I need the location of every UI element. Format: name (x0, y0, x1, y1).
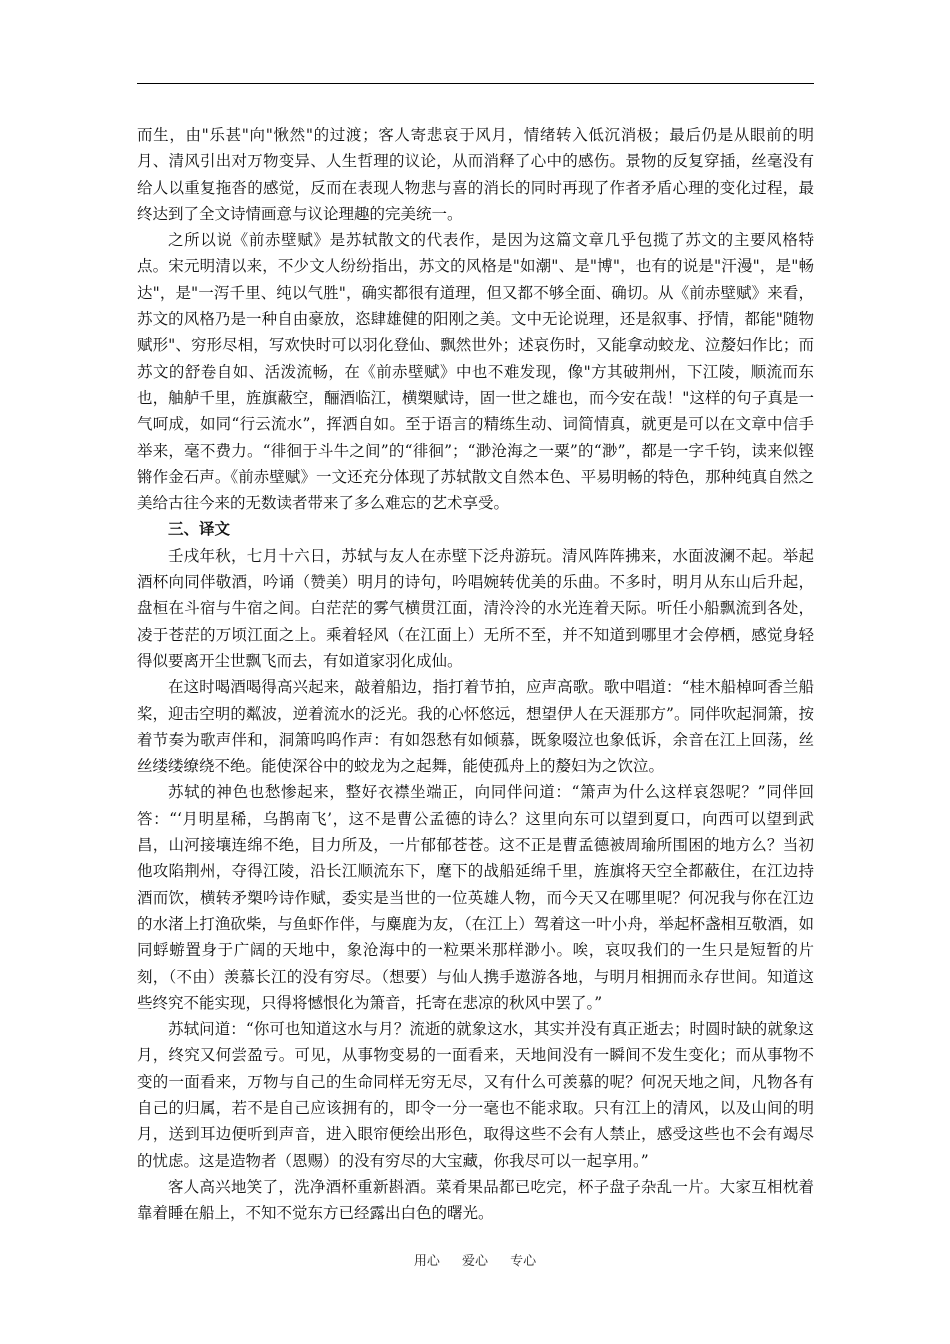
translation-paragraph-4: 苏轼问道：“你可也知道这水与月？流逝的就象这水，其实并没有真正逝去；时圆时缺的就象这月，终究又何尝盈亏。可见，从事物变易的一面看来，天地间没有一瞬间不发生变化；而从事物不变的一面看来，万物与自己的生命同样无穷无尽，又有什么可羡慕的呢？何况天地之间，凡物各有自己的归属，若不是自己应该拥有的，即令一分一毫也不能求取。只有江上的清风，以及山间的明月，送到耳边便听到声音，进入眼帘便绘出形色，取得这些不会有人禁止，感受这些也不会有竭尽的忧虑。这是造物者（恩赐）的没有穷尽的大宝藏，你我尽可以一起享用。” (137, 1020, 814, 1170)
translation-paragraph-5: 客人高兴地笑了，洗净酒杯重新斟酒。菜肴果品都已吃完，杯子盘子杂乱一片。大家互相枕着靠着睡在船上，不知不觉东方已经露出白色的曙光。 (137, 1177, 814, 1223)
paragraph-continuation: 而生，由"乐甚"向"愀然"的过渡；客人寄悲哀于风月，情绪转入低沉消极；最后仍是从眼前的明月、清风引出对万物变异、人生哲理的议论，从而消释了心中的感伤。景物的反复穿插，丝毫没有给人以重复拖沓的感觉，反而在表现人物悲与喜的消长的同时再现了作者矛盾心理的变化过程，最终达到了全文诗情画意与议论理趣的完美统一。 (137, 126, 814, 223)
header-rule (137, 83, 814, 84)
translation-paragraph-3: 苏轼的神色也愁惨起来，整好衣襟坐端正，向同伴问道：“箫声为什么这样哀怨呢？”同伴回答：“‘月明星稀，乌鹊南飞’，这不是曹公孟德的诗么？这里向东可以望到夏口，向西可以望到武昌，山河接壤连绵不绝，目力所及，一片郁郁苍苍。这不正是曹孟德被周瑜所围困的地方么？当初他攻陷荆州，夺得江陵，沿长江顺流东下，麾下的战船延绵千里，旌旗将天空全都蔽住，在江边持酒而饮，横转矛槊吟诗作赋，委实是当世的一位英雄人物，而今天又在哪里呢？何况我与你在江边的水渚上打渔砍柴，与鱼虾作伴，与麋鹿为友，（在江上）驾着这一叶小舟，举起杯盏相互敬酒，如同蜉蝣置身于广阔的天地中，象沧海中的一粒栗米那样渺小。唉，哀叹我们的一生只是短暂的片刻，（不由）羡慕长江的没有穷尽。（想要）与仙人携手遨游各地，与明月相拥而永存世间。知道这些终究不能实现，只得将憾恨化为箫音，托寄在悲凉的秋风中罢了。” (137, 783, 814, 1012)
section-heading: 三、译文 (168, 519, 231, 539)
footer-item: 专心 (510, 1254, 537, 1269)
paragraph-style-analysis: 之所以说《前赤壁赋》是苏轼散文的代表作，是因为这篇文章几乎包揽了苏文的主要风格特点。宋元明清以来，不少文人纷纷指出，苏文的风格是"如潮"、是"博"，也有的说是"汗漫"，是"畅达"，是"一泻千里、纯以气胜"，确实都很有道理，但又都不够全面、确切。从《前赤壁赋》来看，苏文的风格乃是一种自由豪放，恣肆雄健的阳刚之美。文中无论说理，还是叙事、抒情，都能"随物赋形"、穷形尽相，写欢快时可以羽化登仙、飘然世外；述哀伤时，又能拿动蛟龙、泣嫠妇作比；而苏文的舒卷自如、活泼流畅，在《前赤壁赋》中也不难发现，像"方其破荆州，下江陵，顺流而东也，舳舻千里，旌旗蔽空，酾酒临江，横槊赋诗，固一世之雄也，而今安在哉！"这样的句子真是一气呵成，如同“行云流水”，挥洒自如。至于语言的精练生动、词简情真，就更是可以在文章中信手举来，毫不费力。“徘徊于斗牛之间”的“徘徊”；“渺沧海之一粟”的“渺”，都是一字千钧，读来似铿锵作金石声。《前赤壁赋》一文还充分体现了苏轼散文自然本色、平易明畅的特色，那种纯真自然之美给古往今来的无数读者带来了多么难忘的艺术享受。 (137, 231, 814, 513)
page-footer (0, 1250, 950, 1269)
footer-item: 用心 (413, 1254, 440, 1269)
translation-paragraph-2: 在这时喝酒喝得高兴起来，敲着船边，指打着节拍，应声高歌。歌中唱道：“桂木船棹呵香兰船桨，迎击空明的粼波，逆着流水的泛光。我的心怀悠远，想望伊人在天涯那方”。同伴吹起洞箫，按着节奏为歌声伴和，洞箫呜呜作声：有如怨愁有如倾慕，既象啜泣也象低诉，余音在江上回荡，丝丝缕缕缭绕不绝。能使深谷中的蛟龙为之起舞，能使孤舟上的嫠妇为之饮泣。 (137, 678, 814, 776)
footer-item: 爱心 (461, 1254, 488, 1269)
translation-paragraph-1: 壬戌年秋，七月十六日，苏轼与友人在赤壁下泛舟游玩。清风阵阵拂来，水面波澜不起。举起酒杯向同伴敬酒，吟诵（赞美）明月的诗句，吟唱婉转优美的乐曲。不多时，明月从东山后升起，盘桓在斗宿与牛宿之间。白茫茫的雾气横贯江面，清泠泠的水光连着天际。听任小船飘流到各处，凌于苍茫的万顷江面之上。乘着轻风（在江面上）无所不至，并不知道到哪里才会停栖，感觉身轻得似要离开尘世飘飞而去，有如道家羽化成仙。 (137, 546, 814, 670)
document-body (137, 122, 814, 1226)
